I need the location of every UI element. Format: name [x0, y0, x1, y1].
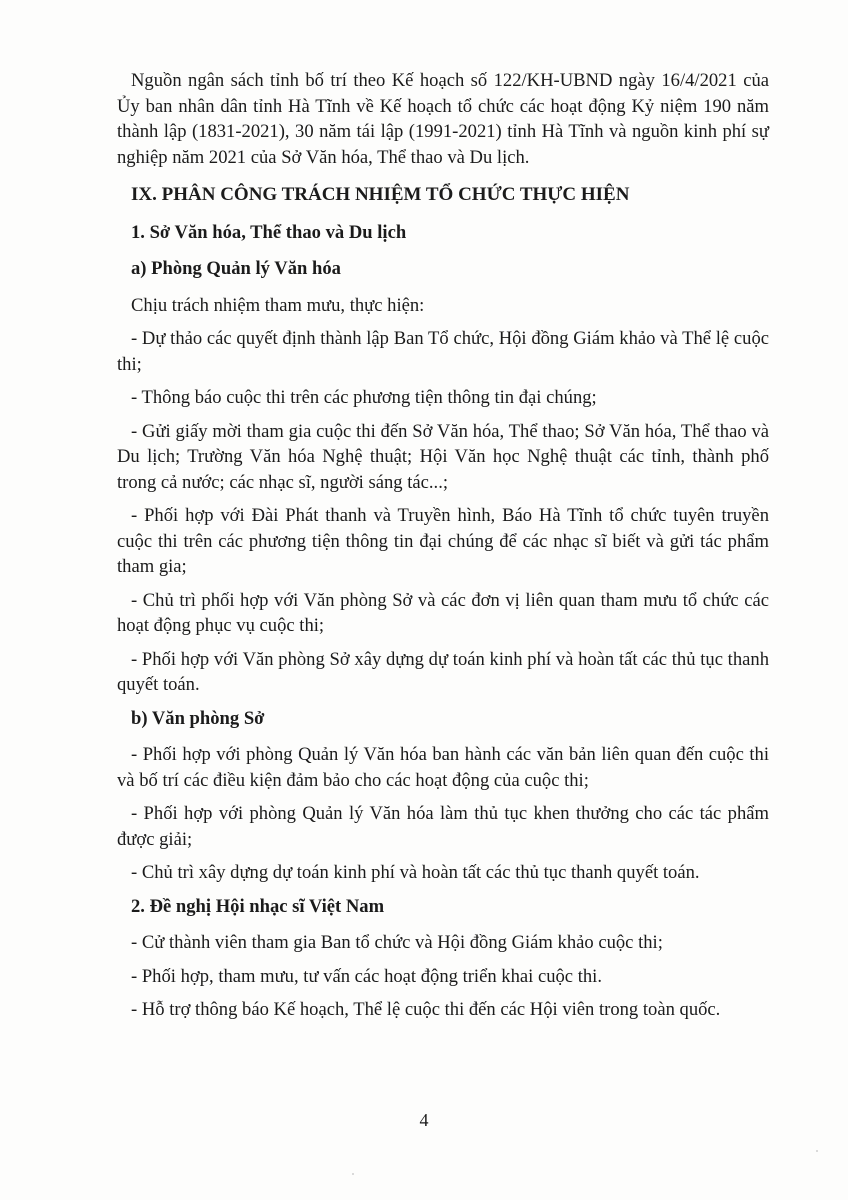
part-b-item: - Phối hợp với phòng Quản lý Văn hóa làm thủ tục khen thưởng cho các tác phẩm được giải; [117, 803, 769, 850]
part-a-item: - Phối hợp với Đài Phát thanh và Truyền hình, Báo Hà Tĩnh tổ chức tuyên truyền cuộc thi trên các phương tiện thông tin đại chúng để các nhạc sĩ biết và gửi tác phẩm tham gia; [117, 505, 769, 577]
subsection-1-title: 1. Sở Văn hóa, Thể thao và Du lịch [131, 221, 407, 243]
page-number: 4 [419, 1110, 429, 1130]
sub2-item: - Cử thành viên tham gia Ban tổ chức và Hội đồng Giám khảo cuộc thi; [131, 932, 663, 953]
intro-paragraph [117, 68, 769, 170]
part-a-lead: Chịu trách nhiệm tham mưu, thực hiện: [131, 294, 425, 316]
sub2-item: - Hỗ trợ thông báo Kế hoạch, Thể lệ cuộc thi đến các Hội viên trong toàn quốc. [131, 999, 721, 1020]
part-b-item: - Phối hợp với phòng Quản lý Văn hóa ban hành các văn bản liên quan đến cuộc thi và bố trí các điều kiện đảm bảo cho các hoạt động của cuộc thi; [117, 744, 769, 791]
part-a-item: - Gửi giấy mời tham gia cuộc thi đến Sở Văn hóa, Thể thao; Sở Văn hóa, Thể thao và Du lịch; Trường Văn hóa Nghệ thuật; Hội Văn học Nghệ thuật các tỉnh, thành phố trong cả nước; các nhạc sĩ, người sáng tác...; [117, 420, 769, 493]
document-body [117, 68, 769, 1031]
part-a-title: a) Phòng Quản lý Văn hóa [131, 258, 341, 279]
part-b-item: - Chủ trì xây dựng dự toán kinh phí và hoàn tất các thủ tục thanh quyết toán. [131, 862, 700, 883]
part-a-item: - Thông báo cuộc thi trên các phương tiện thông tin đại chúng; [131, 387, 597, 408]
part-a-item: - Dự thảo các quyết định thành lập Ban Tổ chức, Hội đồng Giám khảo và Thể lệ cuộc thi; [117, 328, 769, 375]
part-a-item: - Chủ trì phối hợp với Văn phòng Sở và các đơn vị liên quan tham mưu tổ chức các hoạt động phục vụ cuộc thi; [117, 589, 769, 636]
part-b-title: b) Văn phòng Sở [131, 707, 265, 729]
scan-speck [816, 1150, 818, 1152]
intro-paragraph-text: Nguồn ngân sách tỉnh bố trí theo Kế hoạch số 122/KH-UBND ngày 16/4/2021 của Ủy ban nhân dân tỉnh Hà Tĩnh về Kế hoạch tổ chức các hoạt động Kỷ niệm 190 năm thành lập (1831-2021), 30 năm tái lập (1991-2021) tỉnh Hà Tĩnh và nguồn kinh phí sự nghiệp năm 2021 của Sở Văn hóa, Thể thao và Du lịch. [117, 70, 769, 168]
subsection-2-title: 2. Đề nghị Hội nhạc sĩ Việt Nam [131, 895, 385, 917]
section-title: IX. PHÂN CÔNG TRÁCH NHIỆM TỔ CHỨC THỰC HIỆN [131, 184, 630, 205]
sub2-item: - Phối hợp, tham mưu, tư vấn các hoạt động triển khai cuộc thi. [131, 965, 602, 987]
scan-speck [352, 1173, 354, 1175]
part-a-item: - Phối hợp với Văn phòng Sở xây dựng dự toán kinh phí và hoàn tất các thủ tục thanh quyết toán. [117, 648, 769, 695]
